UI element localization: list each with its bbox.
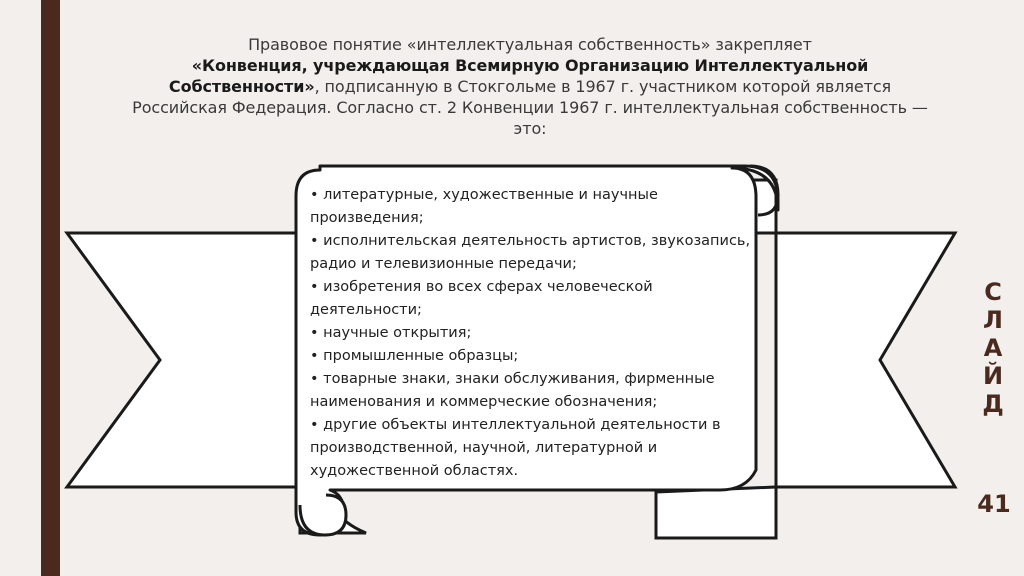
- heading-convention-name: «Конвенция, учреждающая Всемирную Организацию Интеллектуальной Собственности»: [168, 56, 869, 96]
- vertical-letter: А: [983, 334, 1003, 362]
- list-item: • научные открытия;: [310, 325, 472, 341]
- ribbon-right-tail: [776, 233, 955, 487]
- vertical-letter: Л: [983, 306, 1003, 334]
- ribbon-right-bottom-fold: [656, 487, 776, 538]
- vertical-letter: Д: [982, 390, 1004, 418]
- vertical-letter: С: [984, 278, 1002, 306]
- ribbon-left-tail: [67, 233, 300, 487]
- vertical-letter: Й: [982, 362, 1004, 390]
- list-item: • промышленные образцы;: [310, 348, 519, 364]
- heading-rest: , подписанную в Стокгольме в 1967 г. участником которой является Российская Федерация. Согласно ст. 2 Конвенции 1967 г. интеллектуальная собственность — это:: [132, 77, 928, 138]
- ip-objects-list: [310, 184, 768, 483]
- heading-intro: Правовое понятие «интеллектуальная собственность» закрепляет: [248, 35, 812, 54]
- list-item: • товарные знаки, знаки обслуживания, фирменные наименования и коммерческие обозначения;: [310, 371, 715, 410]
- vertical-slide-label: [976, 278, 1010, 418]
- list-item: • изобретения во всех сферах человеческой деятельности;: [310, 279, 653, 318]
- slide-number: 41: [977, 490, 1011, 518]
- list-item: • исполнительская деятельность артистов, звукозапись, радио и телевизионные передачи;: [310, 233, 751, 272]
- list-item: • литературные, художественные и научные произведения;: [310, 187, 658, 226]
- list-item: • другие объекты интеллектуальной деятельности в производственной, научной, литературной и художественной областях.: [310, 417, 721, 479]
